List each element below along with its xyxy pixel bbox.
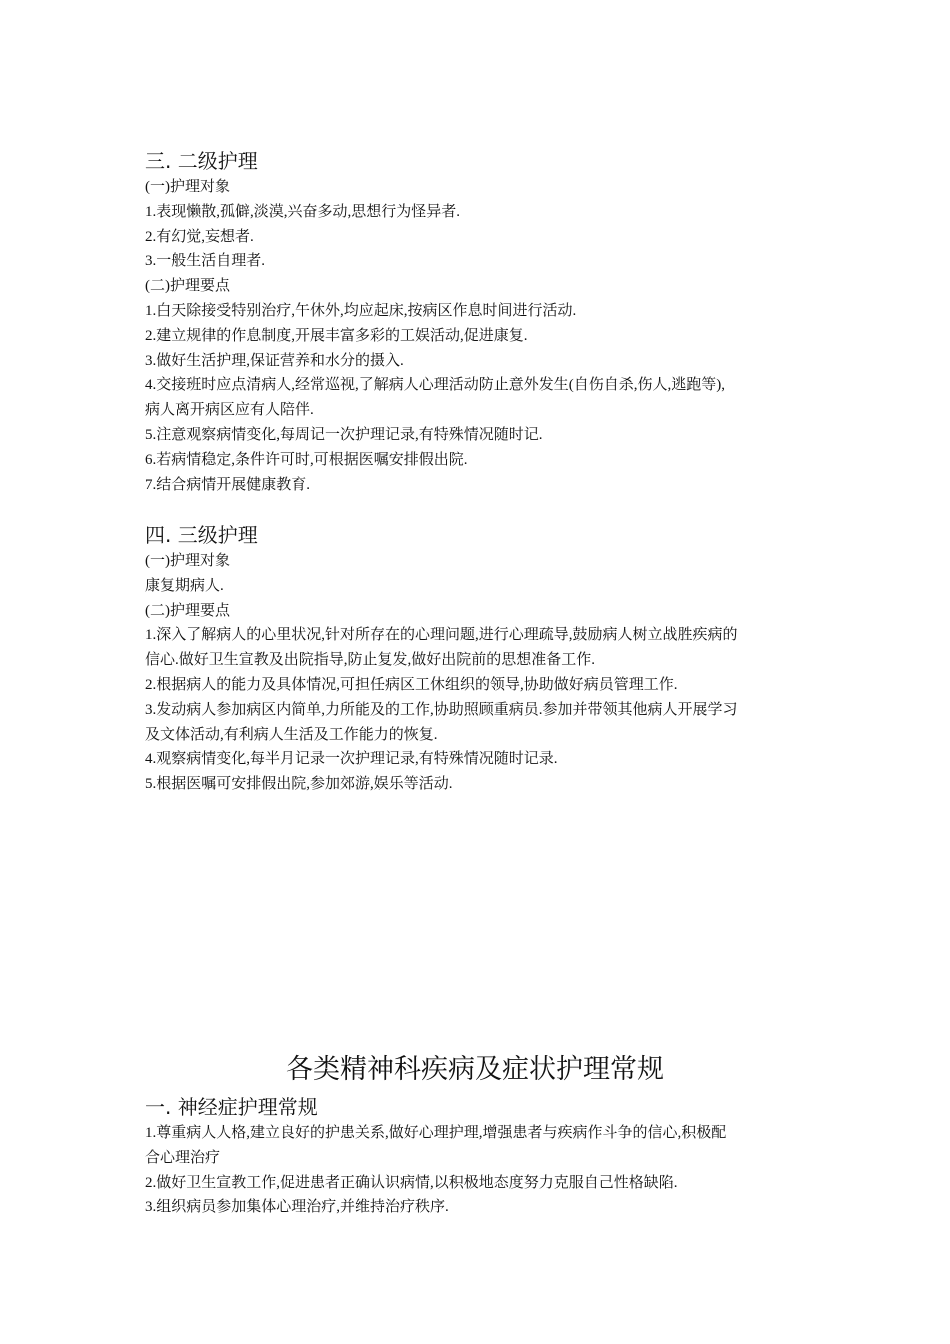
list-item: 6.若病情稳定,条件许可时,可根据医嘱安排假出院. (145, 451, 468, 468)
subheading: (二)护理要点 (145, 278, 230, 295)
subheading: (一)护理对象 (145, 553, 230, 569)
list-item: 7.结合病情开展健康教育. (145, 476, 311, 493)
list-item: 病人离开病区应有人陪伴. (145, 402, 314, 419)
list-item: 及文体活动,有利病人生活及工作能力的恢复. (145, 726, 438, 743)
section-heading: 一. 神经症护理常规 (145, 1095, 318, 1119)
list-item: 2.建立规律的作息制度,开展丰富多彩的工娱活动,促进康复. (145, 327, 528, 344)
list-item: 1.白天除接受特别治疗,午休外,均应起床,按病区作息时间进行活动. (145, 302, 577, 319)
list-item: 1.尊重病人人格,建立良好的护患关系,做好心理护理,增强患者与疾病作斗争的信心,积极配 (145, 1125, 727, 1141)
subheading: (一)护理对象 (145, 179, 230, 195)
section-heading: 四. 三级护理 (145, 523, 258, 547)
section-neurosis-care (145, 1094, 810, 1220)
list-item: 1.表现懒散,孤僻,淡漠,兴奋多动,思想行为怪异者. (145, 203, 461, 220)
subheading: (二)护理要点 (145, 602, 230, 619)
list-item: 2.有幻觉,妄想者. (145, 228, 254, 245)
list-item: 5.根据医嘱可安排假出院,参加郊游,娱乐等活动. (145, 776, 453, 793)
list-item: 合心理治疗 (145, 1149, 221, 1166)
list-item: 5.注意观察病情变化,每周记一次护理记录,有特殊情况随时记. (145, 426, 543, 443)
list-item: 4.观察病情变化,每半月记录一次护理记录,有特殊情况随时记录. (145, 751, 558, 768)
list-item: 2.根据病人的能力及具体情况,可担任病区工休组织的领导,协助做好病员管理工作. (145, 676, 678, 693)
list-item: 3.发动病人参加病区内简单,力所能及的工作,协助照顾重病员.参加并带领其他病人开展学习 (145, 701, 738, 718)
section-heading: 三. 二级护理 (145, 149, 258, 173)
list-item: 信心.做好卫生宣教及出院指导,防止复发,做好出院前的思想准备工作. (145, 652, 596, 669)
section-secondary-care (145, 148, 810, 497)
list-item: 1.深入了解病人的心里状况,针对所存在的心理问题,进行心理疏导,鼓励病人树立战胜疾病的 (145, 627, 738, 644)
list-item: 3.组织病员参加集体心理治疗,并维持治疗秩序. (145, 1199, 449, 1216)
list-item: 4.交接班时应点清病人,经常巡视,了解病人心理活动防止意外发生(自伤自杀,伤人,逃跑等), (145, 377, 725, 394)
list-item: 3.做好生活护理,保证营养和水分的摄入. (145, 352, 404, 369)
chapter-title: 各类精神科疾病及症状护理常规 (286, 1054, 664, 1085)
section-tertiary-care (145, 522, 810, 797)
list-item: 3.一般生活自理者. (145, 253, 266, 270)
list-item: 2.做好卫生宣教工作,促进患者正确认识病情,以积极地态度努力克服自己性格缺陷. (145, 1174, 678, 1191)
list-item: 康复期病人. (145, 577, 224, 594)
